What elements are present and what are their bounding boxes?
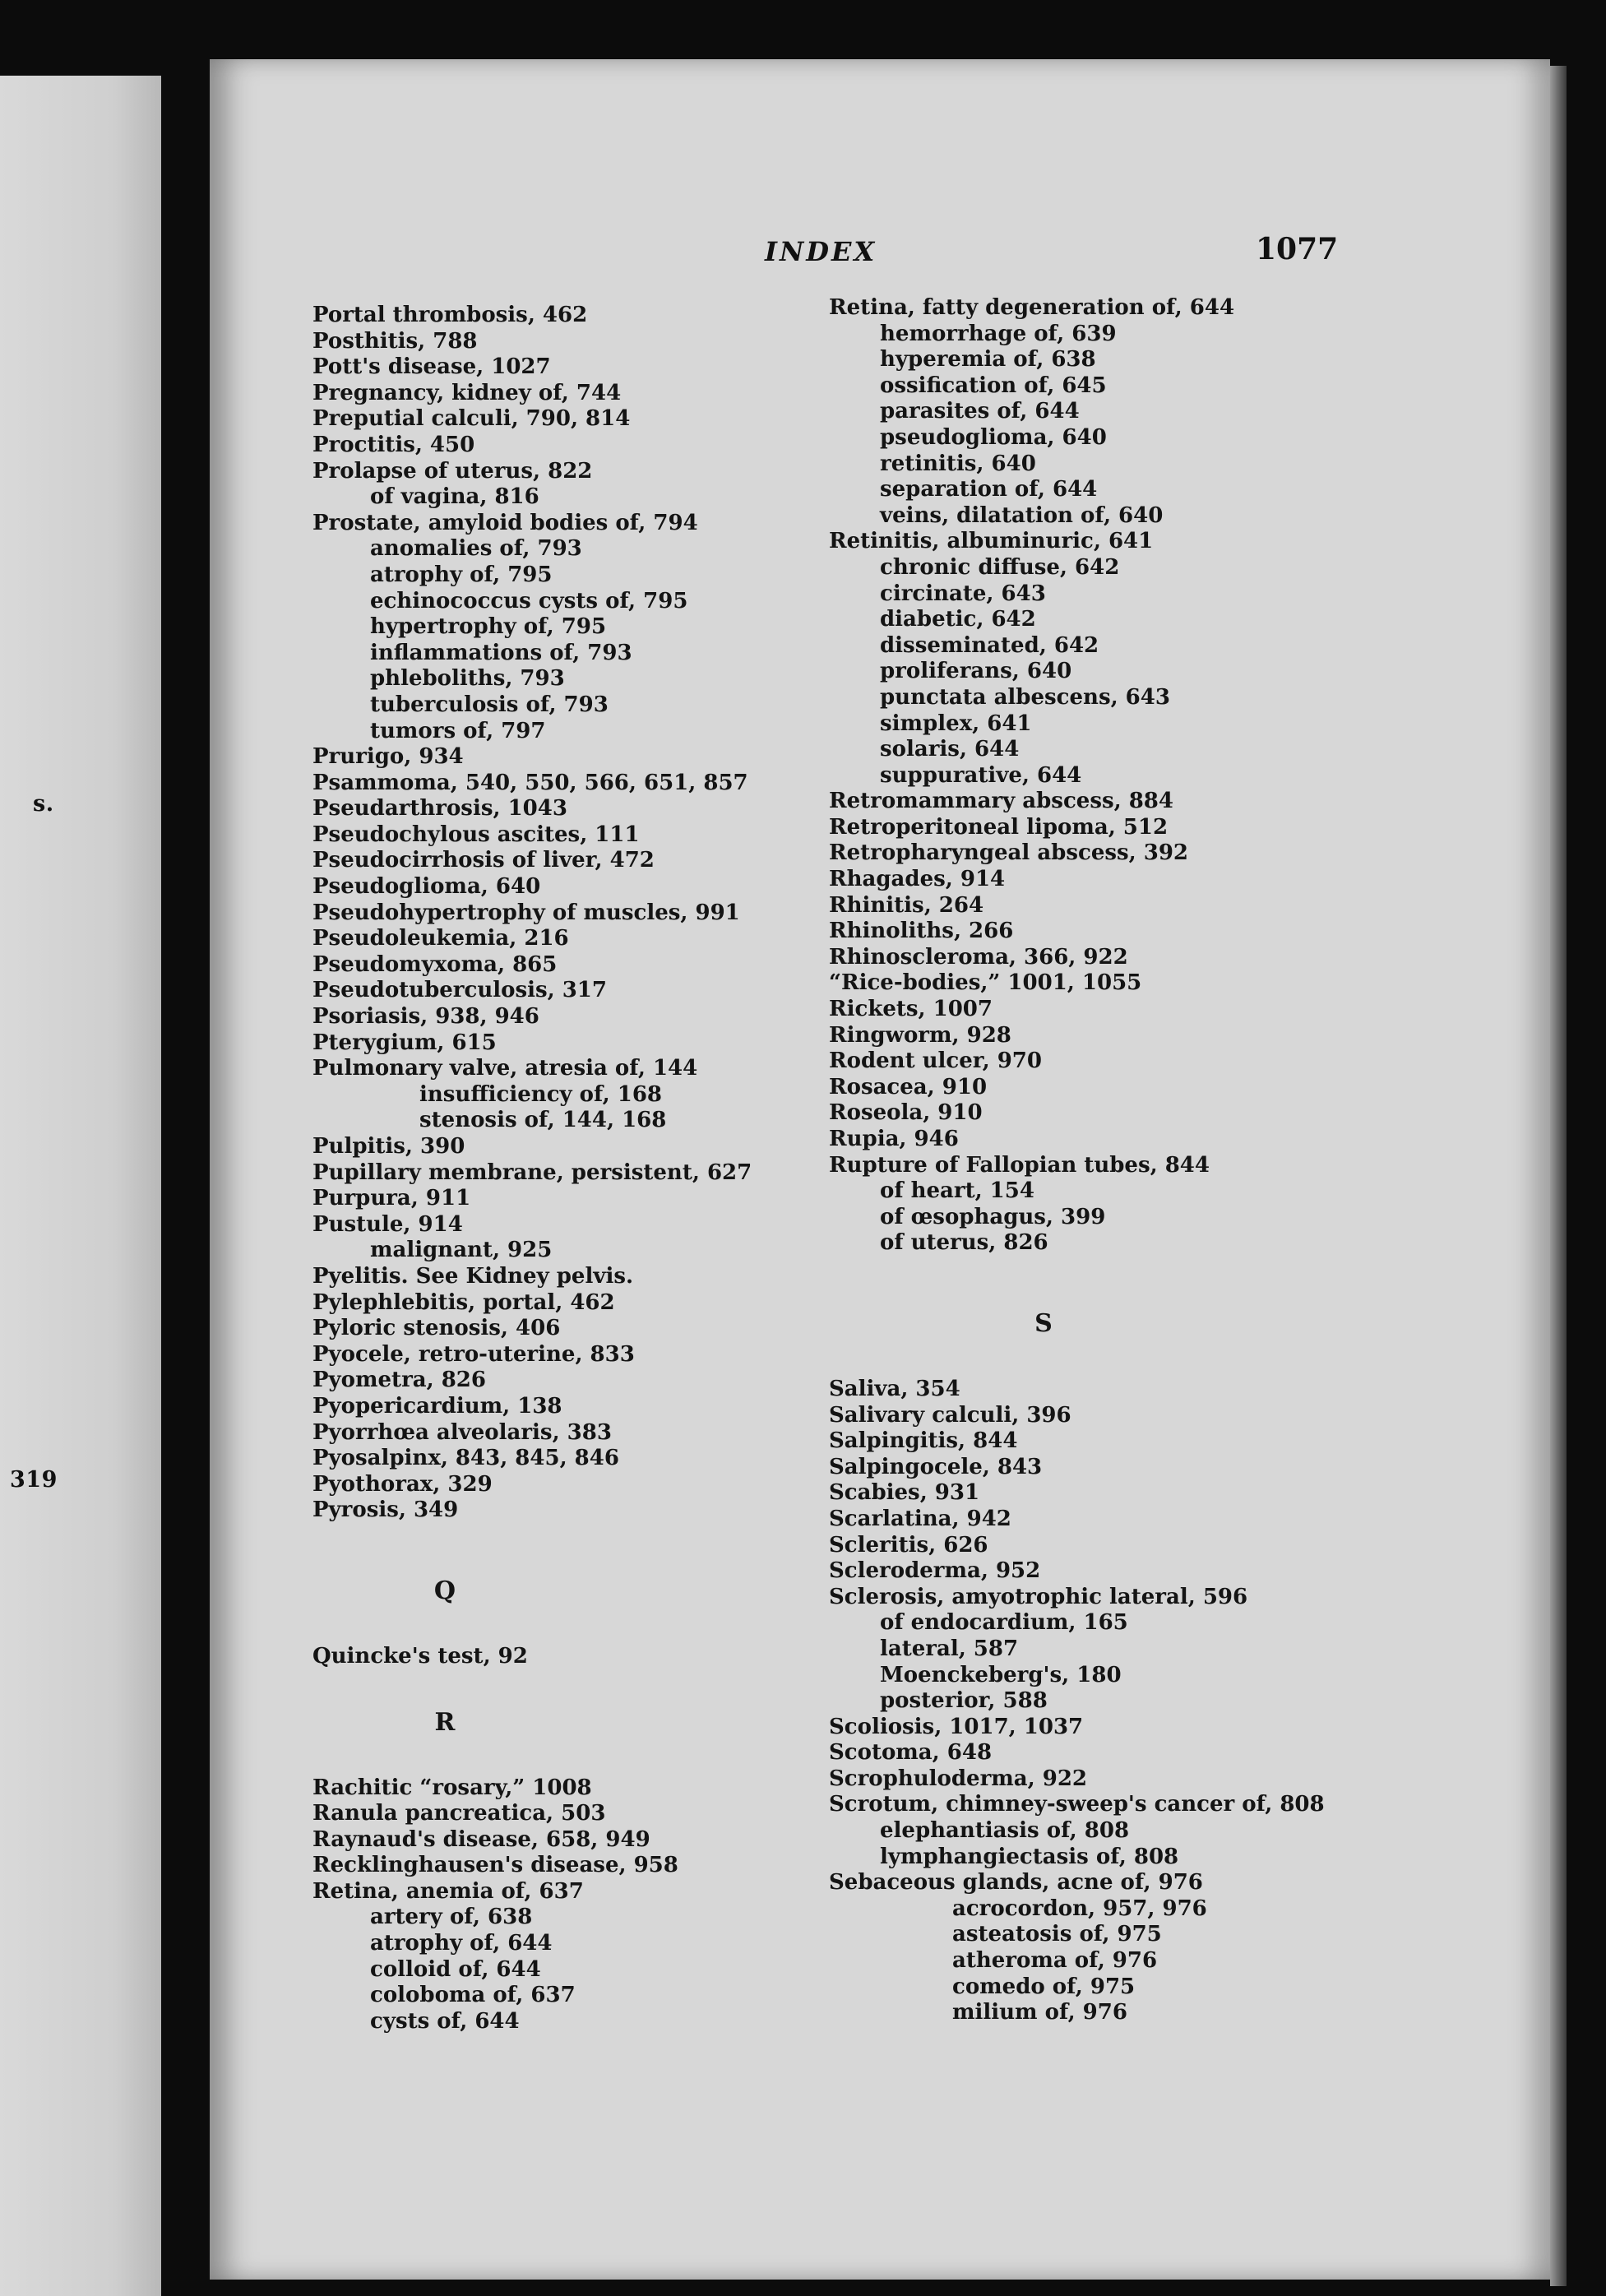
index-entry: atheroma of, 976 [952, 1948, 1158, 1974]
index-entry: Proctitis, 450 [312, 432, 475, 457]
margin-fragment-s: s. [33, 791, 54, 817]
index-entry: Retinitis, albuminuric, 641 [829, 529, 1154, 554]
index-entry: Ringworm, 928 [829, 1022, 1011, 1048]
index-entry: Pseudochylous ascites, 111 [312, 822, 640, 847]
index-entry: of endocardium, 165 [880, 1610, 1128, 1636]
index-entry: hemorrhage of, 639 [880, 321, 1117, 346]
index-entry: suppurative, 644 [880, 762, 1082, 788]
index-entry: inflammations of, 793 [370, 640, 632, 665]
index-entry: circinate, 643 [880, 581, 1046, 606]
index-entry: milium of, 976 [952, 2000, 1127, 2025]
index-entry: Pylephlebitis, portal, 462 [312, 1289, 615, 1315]
index-entry: acrocordon, 957, 976 [952, 1896, 1207, 1921]
index-entry: solaris, 644 [880, 737, 1020, 762]
index-entry: Salpingocele, 843 [829, 1454, 1043, 1479]
index-group-s [829, 1377, 1325, 2026]
index-group-q [312, 1644, 752, 1670]
index-entry: Psoriasis, 938, 946 [312, 1004, 539, 1030]
running-title: INDEX [765, 236, 877, 267]
index-entry: coloboma of, 637 [370, 1983, 576, 2008]
index-entry: Pyelitis. See Kidney pelvis. [312, 1263, 634, 1289]
index-entry: Pyocele, retro-uterine, 833 [312, 1341, 635, 1367]
index-entry: of uterus, 826 [880, 1230, 1048, 1256]
index-entry: Pseudoglioma, 640 [312, 874, 541, 900]
index-entry: Salivary calculi, 396 [829, 1402, 1071, 1428]
index-entry: punctata albescens, 643 [880, 684, 1170, 710]
index-group-r-continued [829, 295, 1325, 1257]
margin-fragment-319: 319 [10, 1467, 58, 1493]
index-group-p [312, 303, 752, 1524]
index-entry: Pyopericardium, 138 [312, 1393, 562, 1419]
index-entry: Retina, fatty degeneration of, 644 [829, 295, 1235, 320]
index-entry: Rhinoliths, 266 [829, 919, 1014, 944]
index-entry: Roseola, 910 [829, 1100, 983, 1126]
index-entry: phleboliths, 793 [370, 666, 565, 692]
index-entry: Moenckeberg's, 180 [880, 1662, 1122, 1687]
index-entry: comedo of, 975 [952, 1974, 1136, 1999]
index-entry: Retroperitoneal lipoma, 512 [829, 814, 1169, 840]
index-entry: Retropharyngeal abscess, 392 [829, 840, 1189, 866]
index-entry: posterior, 588 [880, 1688, 1048, 1714]
index-entry: Rupture of Fallopian tubes, 844 [829, 1152, 1210, 1178]
index-entry: of œsophagus, 399 [880, 1204, 1106, 1229]
index-entry: diabetic, 642 [880, 607, 1036, 632]
index-entry: Pyrosis, 349 [312, 1497, 459, 1523]
index-entry: insufficiency of, 168 [419, 1081, 663, 1107]
index-entry: Pterygium, 615 [312, 1030, 497, 1055]
group-spacer [829, 1340, 1325, 1377]
index-entry: Pseudocirrhosis of liver, 472 [312, 848, 655, 873]
index-entry: Rodent ulcer, 970 [829, 1048, 1042, 1074]
index-entry: Retromammary abscess, 884 [829, 789, 1173, 814]
index-entry: Pregnancy, kidney of, 744 [312, 380, 622, 405]
index-entry: Pyorrhœa alveolaris, 383 [312, 1419, 612, 1445]
index-entry: simplex, 641 [880, 711, 1032, 736]
group-spacer [312, 1739, 752, 1775]
index-entry: Portal thrombosis, 462 [312, 303, 588, 327]
index-entry: colloid of, 644 [370, 1956, 541, 1982]
index-entry: Pseudohypertrophy of muscles, 991 [312, 900, 740, 925]
index-entry: chronic diffuse, 642 [880, 554, 1120, 580]
index-entry: asteatosis of, 975 [952, 1922, 1162, 1947]
group-spacer [829, 1257, 1325, 1308]
index-group-r [312, 1775, 752, 2035]
index-entry: Scleritis, 626 [829, 1532, 988, 1558]
index-entry: disseminated, 642 [880, 632, 1099, 658]
index-entry: Rhinitis, 264 [829, 892, 984, 918]
index-entry: Pulpitis, 390 [312, 1134, 465, 1159]
index-entry: atrophy of, 795 [370, 562, 553, 587]
index-entry: Scrotum, chimney-sweep's cancer of, 808 [829, 1792, 1325, 1817]
page-number: 1077 [1256, 232, 1339, 266]
index-entry: Purpura, 911 [312, 1186, 471, 1211]
index-entry: lateral, 587 [880, 1636, 1019, 1661]
index-entry: Prurigo, 934 [312, 744, 464, 770]
index-entry: Prolapse of uterus, 822 [312, 458, 593, 484]
index-entry: Scrophuloderma, 922 [829, 1766, 1088, 1791]
index-entry: tumors of, 797 [370, 718, 546, 743]
letter-heading-q: Q [433, 1576, 456, 1605]
index-entry: tuberculosis of, 793 [370, 692, 609, 717]
index-entry: retinitis, 640 [880, 451, 1036, 476]
index-entry: echinococcus cysts of, 795 [370, 588, 688, 613]
index-entry: “Rice-bodies,” 1001, 1055 [829, 970, 1142, 996]
index-entry: Rhagades, 914 [829, 867, 1006, 892]
index-entry: separation of, 644 [880, 477, 1098, 502]
index-entry: pseudoglioma, 640 [880, 424, 1107, 450]
group-spacer [312, 1608, 752, 1644]
index-entry: Scotoma, 648 [829, 1740, 993, 1766]
index-entry: Pott's disease, 1027 [312, 354, 551, 380]
index-entry: hyperemia of, 638 [880, 347, 1096, 373]
index-entry: malignant, 925 [370, 1238, 553, 1263]
index-entry: Scleroderma, 952 [829, 1558, 1041, 1584]
index-entry: cysts of, 644 [370, 2008, 520, 2034]
index-entry: Quincke's test, 92 [312, 1643, 528, 1669]
group-spacer [312, 1524, 752, 1575]
index-entry: Pulmonary valve, atresia of, 144 [312, 1056, 698, 1081]
index-entry: Rupia, 946 [829, 1127, 959, 1151]
index-entry: parasites of, 644 [880, 399, 1080, 424]
group-spacer [312, 1670, 752, 1706]
index-entry: stenosis of, 144, 168 [419, 1108, 667, 1133]
index-entry: Pseudoleukemia, 216 [312, 926, 569, 951]
index-entry: of vagina, 816 [370, 484, 539, 510]
index-entry: Pyosalpinx, 843, 845, 846 [312, 1446, 619, 1471]
index-entry: hypertrophy of, 795 [370, 614, 607, 640]
index-entry: Rachitic “rosary,” 1008 [312, 1775, 592, 1800]
index-entry: Pupillary membrane, persistent, 627 [312, 1160, 752, 1185]
index-entry: elephantiasis of, 808 [880, 1818, 1130, 1844]
index-entry: of heart, 154 [880, 1178, 1034, 1204]
index-entry: Pyloric stenosis, 406 [312, 1316, 561, 1341]
index-column-left [312, 303, 752, 2034]
index-column-right [829, 295, 1325, 2026]
index-entry: Rickets, 1007 [829, 997, 993, 1022]
index-entry: Scoliosis, 1017, 1037 [829, 1714, 1084, 1739]
index-entry: artery of, 638 [370, 1905, 533, 1930]
index-entry: Pseudomyxoma, 865 [312, 951, 558, 977]
index-entry: Scarlatina, 942 [829, 1506, 1011, 1531]
index-entry: Posthitis, 788 [312, 328, 478, 354]
index-entry: Pustule, 914 [312, 1211, 463, 1237]
letter-heading-r: R [434, 1707, 456, 1737]
index-entry: Preputial calculi, 790, 814 [312, 406, 631, 432]
previous-page-edge [0, 76, 161, 2296]
index-entry: Saliva, 354 [829, 1376, 960, 1401]
index-entry: Sclerosis, amyotrophic lateral, 596 [829, 1584, 1248, 1609]
page-right-edge [1550, 66, 1567, 2286]
index-entry: Scabies, 931 [829, 1480, 980, 1506]
index-entry: anomalies of, 793 [370, 536, 582, 562]
index-entry: Pyothorax, 329 [312, 1471, 493, 1497]
index-entry: Pyometra, 826 [312, 1368, 486, 1393]
index-entry: Raynaud's disease, 658, 949 [312, 1826, 650, 1852]
index-entry: Salpingitis, 844 [829, 1428, 1018, 1454]
index-entry: Retina, anemia of, 637 [312, 1878, 584, 1904]
index-entry: Pseudotuberculosis, 317 [312, 978, 607, 1003]
index-entry: Ranula pancreatica, 503 [312, 1801, 606, 1826]
index-entry: Pseudarthrosis, 1043 [312, 796, 567, 822]
index-entry: proliferans, 640 [880, 659, 1072, 684]
index-entry: Psammoma, 540, 550, 566, 651, 857 [312, 770, 748, 795]
index-entry: Rosacea, 910 [829, 1074, 988, 1099]
index-entry: ossification of, 645 [880, 373, 1107, 398]
index-entry: Prostate, amyloid bodies of, 794 [312, 510, 698, 535]
index-entry: Rhinoscleroma, 366, 922 [829, 944, 1128, 970]
index-entry: atrophy of, 644 [370, 1931, 553, 1956]
letter-heading-s: S [1034, 1308, 1053, 1338]
index-entry: Recklinghausen's disease, 958 [312, 1853, 678, 1878]
index-entry: Sebaceous glands, acne of, 976 [829, 1870, 1203, 1896]
index-entry: veins, dilatation of, 640 [880, 502, 1164, 528]
index-entry: lymphangiectasis of, 808 [880, 1844, 1179, 1869]
